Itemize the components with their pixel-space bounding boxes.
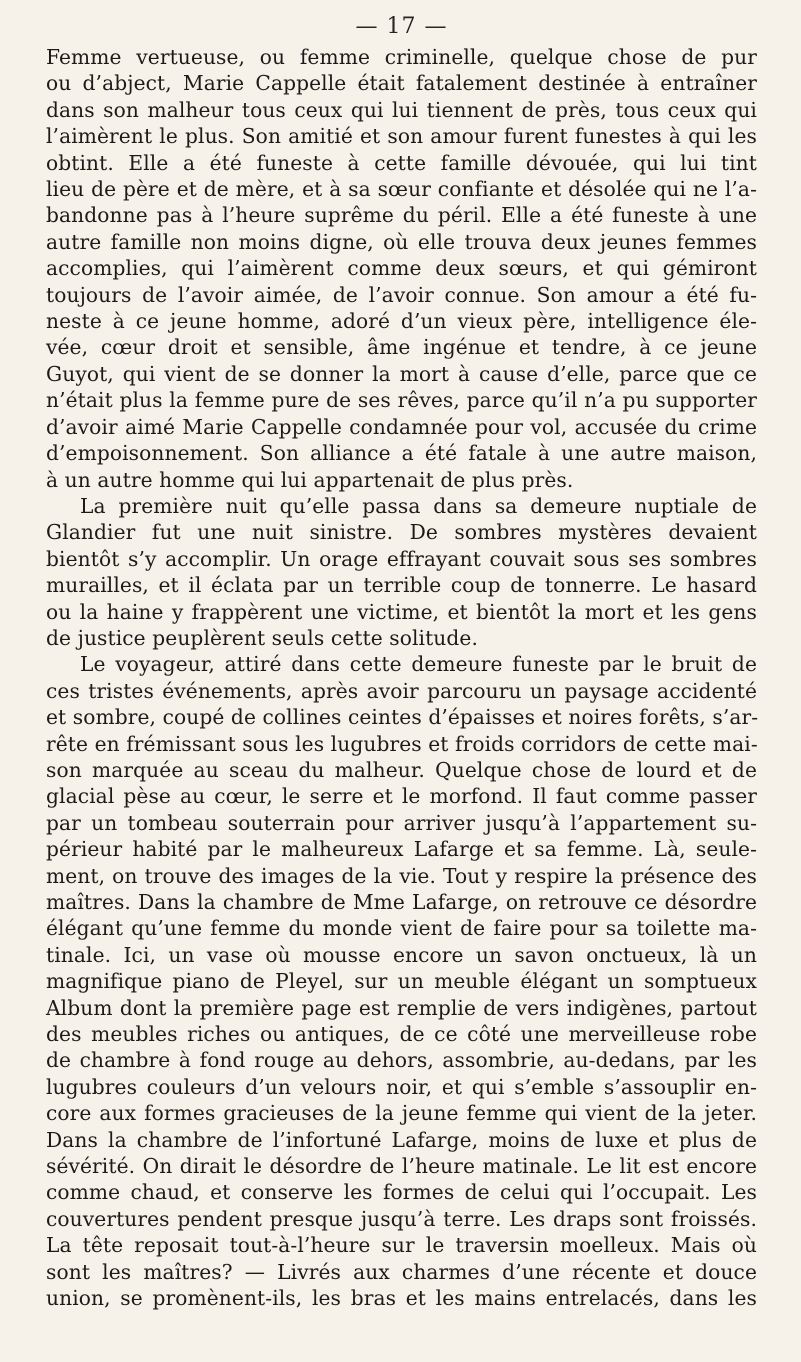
text-line: ou la haine y frappèrent une victime, et bientôt la mort et les gens bbox=[46, 599, 757, 624]
text-line: rête en frémissant sous les lugubres et froids corridors de cette mai- bbox=[46, 731, 758, 756]
text-line: core aux formes gracieuses de la jeune femme qui vient de la jeter. bbox=[46, 1101, 757, 1126]
text-line: tinale. Ici, un vase où mousse encore un savon onctueux, là un bbox=[46, 942, 757, 967]
paragraph bbox=[46, 493, 757, 651]
text-line: de chambre à fond rouge au dehors, assombrie, au-dedans, par les bbox=[46, 1048, 757, 1073]
text-line: Dans la chambre de l’infortuné Lafarge, moins de luxe et plus de bbox=[46, 1127, 757, 1152]
text-line: La tête reposait tout-à-l’heure sur le traversin moelleux. Mais où bbox=[46, 1233, 757, 1258]
text-line: comme chaud, et conserve les formes de celui qui l’occupait. Les bbox=[46, 1180, 757, 1205]
paragraph bbox=[46, 651, 757, 1311]
text-line: Album dont la première page est remplie de vers indigènes, partout bbox=[46, 995, 757, 1020]
text-line: lieu de père et de mère, et à sa sœur confiante et désolée qui ne l’a- bbox=[46, 177, 757, 202]
text-line: élégant qu’une femme du monde vient de faire pour sa toilette ma- bbox=[46, 916, 757, 941]
text-line: glacial pèse au cœur, le serre et le morfond. Il faut comme passer bbox=[46, 784, 757, 809]
text-line: par un tombeau souterrain pour arriver jusqu’à l’appartement su- bbox=[46, 810, 757, 835]
text-line: l’aimèrent le plus. Son amitié et son amour furent funestes à qui les bbox=[46, 124, 757, 149]
text-line: ces tristes événements, après avoir parcouru un paysage accidenté bbox=[46, 678, 757, 703]
text-line: et sombre, coupé de collines ceintes d’épaisses et noires forêts, s’ar- bbox=[46, 705, 759, 730]
text-line: des meubles riches ou antiques, de ce côté une merveilleuse robe bbox=[46, 1022, 757, 1047]
text-line: ou d’abject, Marie Cappelle était fatalement destinée à entraîner bbox=[46, 71, 757, 96]
text-line: union, se promènent-ils, les bras et les mains entrelacés, dans les bbox=[46, 1286, 757, 1311]
text-line: murailles, et il éclata par un terrible coup de tonnerre. Le hasard bbox=[46, 573, 757, 598]
text-line: lugubres couleurs d’un velours noir, et qui s’emble s’assouplir en- bbox=[46, 1074, 757, 1099]
text-body bbox=[46, 44, 757, 1312]
text-line: maîtres. Dans la chambre de Mme Lafarge, on retrouve ce désordre bbox=[46, 890, 757, 914]
text-line: d’avoir aimé Marie Cappelle condamnée pour vol, accusée du crime bbox=[46, 414, 757, 439]
text-line: ment, on trouve des images de la vie. Tout y respire la présence des bbox=[46, 863, 757, 888]
text-line: magnifique piano de Pleyel, sur un meuble élégant un somptueux bbox=[46, 969, 757, 994]
text-line: Guyot, qui vient de se donner la mort à cause d’elle, parce que ce bbox=[46, 361, 757, 386]
text-line: neste à ce jeune homme, adoré d’un vieux père, intelligence éle- bbox=[46, 309, 757, 334]
text-line: couvertures pendent presque jusqu’à terre. Les draps sont froissés. bbox=[46, 1206, 757, 1231]
text-line: bandonne pas à l’heure suprême du péril. Elle a été funeste à une bbox=[46, 203, 757, 228]
text-line: de justice peuplèrent seuls cette solitude. bbox=[46, 625, 478, 650]
text-line: Le voyageur, attiré dans cette demeure funeste par le bruit de bbox=[80, 652, 757, 677]
text-line: son marquée au sceau du malheur. Quelque chose de lourd et de bbox=[46, 757, 757, 782]
text-line: périeur habité par le malheureux Lafarge et sa femme. Là, seule- bbox=[46, 837, 757, 862]
text-line: bientôt s’y accomplir. Un orage effrayant couvait sous ses sombres bbox=[46, 546, 757, 571]
text-line: autre famille non moins digne, où elle trouva deux jeunes femmes bbox=[46, 229, 757, 254]
text-line: Femme vertueuse, ou femme criminelle, quelque chose de pur bbox=[46, 45, 757, 69]
text-line: La première nuit qu’elle passa dans sa demeure nuptiale de bbox=[80, 493, 757, 518]
text-line: d’empoisonnement. Son alliance a été fatale à une autre maison, bbox=[46, 441, 757, 466]
text-line: dans son malheur tous ceux qui lui tiennent de près, tous ceux qui bbox=[46, 97, 757, 122]
text-line: accomplies, qui l’aimèrent comme deux sœurs, et qui gémiront bbox=[46, 256, 757, 281]
text-line: obtint. Elle a été funeste à cette famille dévouée, qui lui tint bbox=[46, 150, 757, 175]
text-line: à un autre homme qui lui appartenait de plus près. bbox=[46, 467, 574, 492]
paragraph bbox=[46, 44, 757, 493]
page-number: — 17 — bbox=[355, 14, 448, 39]
text-line: n’était plus la femme pure de ses rêves, parce qu’il n’a pu supporter bbox=[46, 388, 757, 413]
text-line: sont les maîtres? — Livrés aux charmes d’une récente et douce bbox=[46, 1259, 757, 1284]
text-line: toujours de l’avoir aimée, de l’avoir connue. Son amour a été fu- bbox=[46, 282, 757, 307]
text-line: sévérité. On dirait le désordre de l’heure matinale. Le lit est encore bbox=[46, 1154, 757, 1179]
text-line: Glandier fut une nuit sinistre. De sombres mystères devaient bbox=[46, 520, 757, 545]
text-line: vée, cœur droit et sensible, âme ingénue et tendre, à ce jeune bbox=[46, 335, 757, 360]
